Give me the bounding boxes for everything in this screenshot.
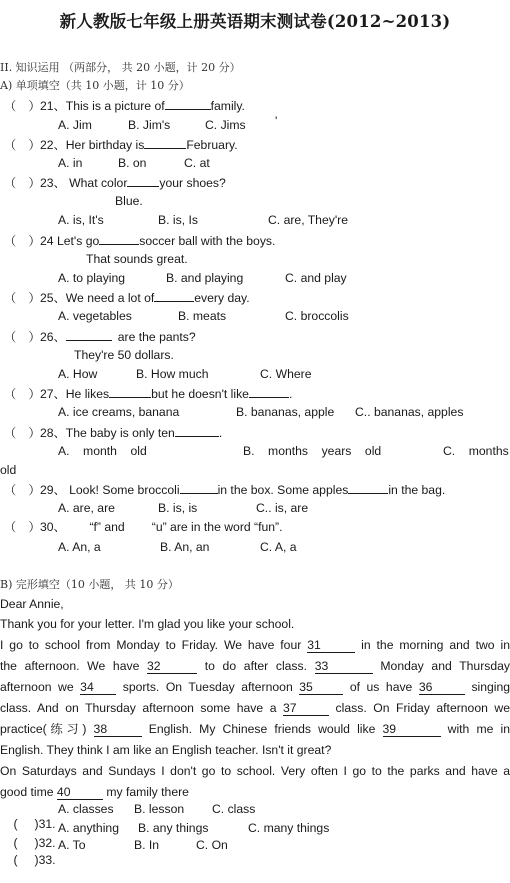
option-b: B. on [118,156,147,170]
question-27 [4,386,292,402]
passage-line [0,740,510,761]
question-text: 25、We need a lot of [40,291,155,305]
option-a: A. in [58,156,83,170]
answer-blank [165,98,211,110]
dialogue-reply: That sounds great. [86,252,188,266]
cloze-blank: 33 [315,660,373,674]
passage-line [0,719,510,740]
option-a: A. to playing [58,271,126,285]
passage-line [0,656,510,677]
stray-mark: ' [275,114,278,128]
page-title: 新人教版七年级上册英语期末测试卷(2012~2013) [59,12,451,31]
question-23 [4,175,226,191]
question-text: 24 Let's go [40,234,100,248]
option-a: A. Jim [58,118,92,132]
question-text: 27、He likes [40,387,110,401]
option-b: B. In [134,838,160,852]
answer-bracket: （ ） [4,291,41,305]
answer-bracket: ( ) [13,817,39,831]
passage-text: of us have [349,680,413,694]
question-text: every day. [194,291,250,305]
answer-blank [109,386,151,398]
cloze-blank: 37 [283,702,329,716]
option-a: A. To [58,838,86,852]
answer-blank [66,329,112,341]
letter-greeting: Dear Annie, [0,597,64,611]
passage-text: afternoon we [0,680,74,694]
cloze-blank: 36 [419,681,465,695]
option-a: A. ice creams, banana [58,405,180,419]
choice-number: 33. [38,853,56,867]
question-text: February. [186,138,238,152]
answer-bracket: （ ） [4,234,41,248]
answer-bracket: （ ） [4,330,41,344]
answer-bracket: ( ) [13,836,39,850]
option-a: A. vegetables [58,309,132,323]
passage-line [0,635,510,656]
passage-line [0,782,510,803]
passage-text: class. And on Thursday afternoon some have a [0,701,277,715]
answer-blank [144,137,186,149]
option-a: A. classes [58,802,114,816]
option-a: A. An, a [58,540,101,554]
answer-bracket: （ ） [4,483,41,497]
option-b: B. meats [178,309,227,323]
option-c: C. On [196,838,228,852]
question-text: in the bag. [388,483,446,497]
question-24 [4,233,275,249]
passage-text: English. My Chinese friends would like [148,722,376,736]
question-text: 23、 What color [40,176,128,190]
choice-33 [0,838,56,883]
option-b: B. is, is [158,501,198,515]
choice-number: 32. [38,836,56,850]
question-text: . [218,426,223,440]
passage-text: my family there [106,785,189,799]
question-text: 28、The baby is only ten [40,426,175,440]
cloze-blank: 40 [57,786,103,800]
section-heading: II. 知识运用 （两部分， 共 20 小题，计 20 分） [0,61,241,74]
option-c: C. class [212,802,256,816]
option-b: B. any things [138,821,209,835]
passage-text: in the morning and two in [361,638,510,652]
answer-bracket: （ ） [4,520,41,534]
cloze-blank: 34 [80,681,116,695]
option-a: A. How [58,367,98,381]
option-c: C. are, They're [268,213,348,227]
option-b: B. An, an [160,540,210,554]
option-c: C.. bananas, apples [355,405,464,419]
question-text: 30、 “f” and “u” are in the word “fun”. [40,520,283,534]
answer-bracket: （ ） [4,176,41,190]
passage-text: Monday and Thursday [380,659,510,673]
option-c: C.. is, are [256,501,309,515]
passage-text: with me in [447,722,510,736]
passage-text: On Saturdays and Sundays I don't go to school. Very often I go to the parks and have a [0,764,510,778]
passage-text: Thank you for your letter. I'm glad you like your school. [0,617,295,631]
answer-blank [127,175,159,187]
dialogue-reply: Blue. [115,194,143,208]
question-text: family. [210,99,245,113]
passage-text: to do after class. [204,659,308,673]
option-a: A. is, It's [58,213,104,227]
question-22 [4,137,238,153]
answer-bracket: （ ） [4,387,41,401]
question-text: . [288,387,293,401]
answer-bracket: （ ） [4,426,41,440]
passage-line [0,614,510,635]
cloze-blank: 35 [299,681,343,695]
cloze-blank: 32 [147,660,197,674]
passage-text: I go to school from Monday to Friday. We have four [0,638,302,652]
option-b: B. is, Is [158,213,198,227]
option-c: C. many things [248,821,330,835]
option-b: B. bananas, apple [236,405,335,419]
option-c: C. and play [285,271,347,285]
option-c: C. Jims [205,118,246,132]
passage-text: practice(练习) [0,722,87,736]
passage-text: English. They think I am like an English teacher. Isn't it great? [0,743,332,757]
question-text: 26、 [40,330,66,344]
question-text: soccer ball with the boys. [139,234,276,248]
part-a-heading: A) 单项填空（共 10 小题，计 10 分） [0,79,190,92]
part-b-heading: B) 完形填空（10 小题， 共 10 分） [0,578,179,591]
cloze-blank: 39 [383,723,441,737]
option-b: B. and playing [166,271,244,285]
question-text: in the box. Some apples [217,483,349,497]
passage-text: sports. On Tuesday afternoon [122,680,293,694]
answer-bracket: （ ） [4,99,41,113]
option-a: A. month old [58,444,147,458]
choice-number: 31. [38,817,56,831]
option-c: C. A, a [260,540,297,554]
answer-blank [249,386,289,398]
option-a: A. anything [58,821,119,835]
question-text: 21、This is a picture of [40,99,165,113]
cloze-blank: 38 [94,723,142,737]
option-b: B. Jim's [128,118,171,132]
option-c: C. at [184,156,210,170]
dialogue-reply: They're 50 dollars. [74,348,174,362]
option-c: C. months [443,444,509,458]
question-text: 29、 Look! Some broccoli [40,483,180,497]
question-text: but he doesn't like [151,387,249,401]
option-c: C. broccolis [285,309,349,323]
passage-text: singing [471,680,510,694]
passage-line [0,677,510,698]
question-text: your shoes? [159,176,226,190]
passage-text: the afternoon. We have [0,659,140,673]
question-29 [4,482,445,498]
option-c: C. Where [260,367,312,381]
answer-bracket: ( ) [13,853,39,867]
question-text: are the pants? [117,330,196,344]
answer-blank [175,425,219,437]
option-c-wrap: old [0,463,17,477]
option-b: B. lesson [134,802,185,816]
question-25 [4,290,250,306]
question-text: 22、Her birthday is [40,138,145,152]
question-28 [4,425,222,441]
option-b: B. months years old [243,444,382,458]
passage-text: class. On Friday afternoon we [335,701,510,715]
passage-text: good time [0,785,54,799]
cloze-blank: 31 [307,639,355,653]
passage-line [0,761,510,782]
answer-blank [154,290,194,302]
question-26 [4,329,196,345]
answer-blank [180,482,218,494]
option-a: A. are, are [58,501,115,515]
question-30 [4,520,283,535]
question-21 [4,98,245,114]
answer-blank [348,482,388,494]
answer-bracket: （ ） [4,138,41,152]
option-b: B. How much [136,367,209,381]
passage-line [0,698,510,719]
answer-blank [99,233,139,245]
